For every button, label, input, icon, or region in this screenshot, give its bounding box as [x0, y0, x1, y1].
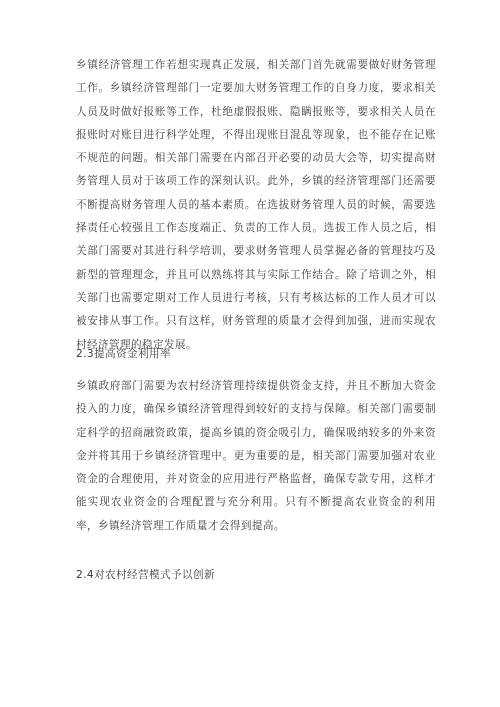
body-paragraph-capital-utilization: 乡镇政府部门需要为农村经济管理持续提供资金支持，并且不断加大资金投入的力度，确保乡镇经济管理得到较好的支持与保障。相关部门需要制定科学的招商融资政策，提高乡镇的资金吸引力，确保吸纳较多的外来资金并将其用于乡镇经济管理中。更为重要的是，相关部门需要加强对农业资金的合理使用，并对资金的应用进行严格监督，确保专款专用，这样才能实现农业资金的合理配置与充分利用。只有不断提高农业资金的利用率，乡镇经济管理工作质量才会得到提高。 [76, 380, 436, 532]
section-heading-2-4: 2.4对农村经营模式予以创新 [76, 569, 215, 581]
section-heading-2-3: 2.3提高资金利用率 [76, 348, 172, 360]
body-paragraph-financial-management: 乡镇经济管理工作若想实现真正发展，相关部门首先就需要做好财务管理工作。乡镇经济管理部门一定要加大财务管理工作的自身力度，要求相关人员及时做好报账等工作，杜绝虚假报账、隐瞒报账等，要求相关人员在报账时对账目进行科学处理，不得出现账目混乱等现象，也不能存在记账不规范的问题。相关部门需要在内部召开必要的动员大会等，切实提高财务管理人员对于该项工作的深刻认识。此外，乡镇的经济管理部门还需要不断提高财务管理人员的基本素质。在选拔财务管理人员的时候，需要选择责任心较强且工作态度端正、负责的工作人员。选拔工作人员之后，相关部门需要对其进行科学培训，要求财务管理人员掌握必备的管理技巧及新型的管理理念，并且可以熟练将其与实际工作结合。除了培训之外，相关部门也需要定期对工作人员进行考核，只有考核达标的工作人员才可以被安排从事工作。只有这样，财务管理的质量才会得到加强，进而实现农村经济管理的稳定发展。 [76, 59, 436, 351]
